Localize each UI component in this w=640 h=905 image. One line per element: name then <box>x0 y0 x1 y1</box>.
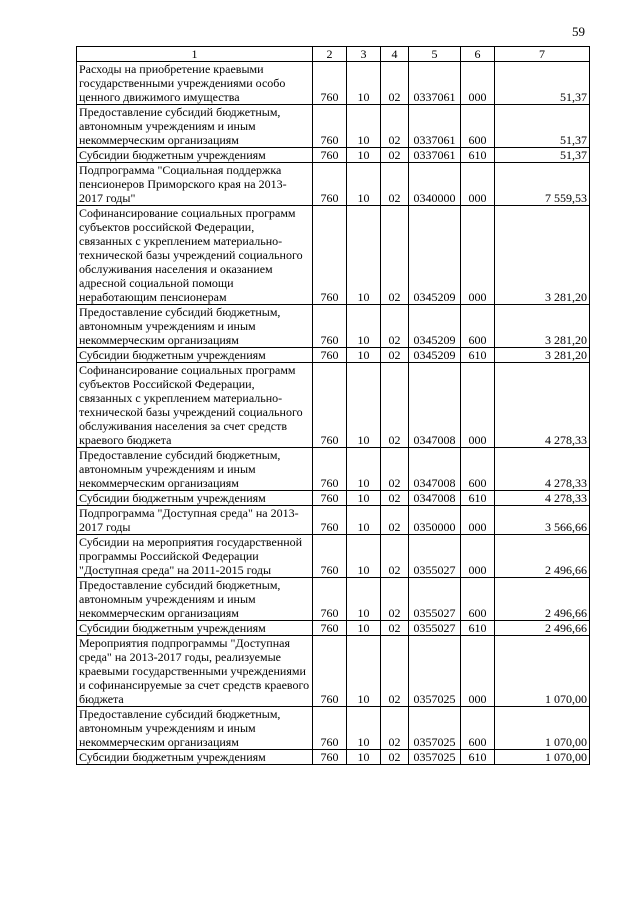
table-row <box>77 750 590 765</box>
column-header: 1 <box>77 47 313 62</box>
code-type-cell: 000 <box>461 62 495 105</box>
code-type-cell: 000 <box>461 206 495 305</box>
code-target-cell: 0337061 <box>409 148 461 163</box>
amount-cell: 3 281,20 <box>495 305 590 348</box>
code-ministry-cell: 760 <box>313 348 347 363</box>
table-row <box>77 148 590 163</box>
row-name-cell: Предоставление субсидий бюджетным, автономным учреждениям и иным некоммерческим организациям <box>77 448 313 491</box>
code-type-cell: 000 <box>461 163 495 206</box>
table-row <box>77 206 590 305</box>
code-subsection-cell: 02 <box>381 363 409 448</box>
column-header: 2 <box>313 47 347 62</box>
table-row <box>77 707 590 750</box>
code-type-cell: 610 <box>461 750 495 765</box>
code-type-cell: 610 <box>461 621 495 636</box>
code-subsection-cell: 02 <box>381 707 409 750</box>
code-type-cell: 000 <box>461 506 495 535</box>
code-ministry-cell: 760 <box>313 491 347 506</box>
code-subsection-cell: 02 <box>381 105 409 148</box>
code-section-cell: 10 <box>347 148 381 163</box>
code-ministry-cell: 760 <box>313 535 347 578</box>
row-name-cell: Субсидии на мероприятия государственной программы Российской Федерации "Доступная среда" на 2011-2015 годы <box>77 535 313 578</box>
code-section-cell: 10 <box>347 105 381 148</box>
row-name-cell: Субсидии бюджетным учреждениям <box>77 750 313 765</box>
code-type-cell: 600 <box>461 305 495 348</box>
amount-cell: 3 281,20 <box>495 206 590 305</box>
amount-cell: 1 070,00 <box>495 636 590 707</box>
code-ministry-cell: 760 <box>313 105 347 148</box>
code-ministry-cell: 760 <box>313 448 347 491</box>
row-name-cell: Предоставление субсидий бюджетным, автономным учреждениям и иным некоммерческим организациям <box>77 305 313 348</box>
code-section-cell: 10 <box>347 363 381 448</box>
column-header: 7 <box>495 47 590 62</box>
code-ministry-cell: 760 <box>313 206 347 305</box>
header-row <box>77 47 590 62</box>
code-ministry-cell: 760 <box>313 148 347 163</box>
row-name-cell: Расходы на приобретение краевыми государственными учреждениями особо ценного движимого имущества <box>77 62 313 105</box>
code-target-cell: 0355027 <box>409 578 461 621</box>
code-subsection-cell: 02 <box>381 305 409 348</box>
row-name-cell: Софинансирование социальных программ субъектов Российской Федерации, связанных с укреплением материально-технической базы учреждений социального обслуживания населения за счет средств краевого бюджета <box>77 363 313 448</box>
code-subsection-cell: 02 <box>381 636 409 707</box>
code-section-cell: 10 <box>347 348 381 363</box>
table-row <box>77 621 590 636</box>
amount-cell: 4 278,33 <box>495 363 590 448</box>
column-header: 3 <box>347 47 381 62</box>
code-ministry-cell: 760 <box>313 163 347 206</box>
code-type-cell: 600 <box>461 707 495 750</box>
code-ministry-cell: 760 <box>313 636 347 707</box>
row-name-cell: Предоставление субсидий бюджетным, автономным учреждениям и иным некоммерческим организациям <box>77 578 313 621</box>
column-header: 4 <box>381 47 409 62</box>
code-ministry-cell: 760 <box>313 578 347 621</box>
code-target-cell: 0355027 <box>409 621 461 636</box>
code-section-cell: 10 <box>347 62 381 105</box>
table-row <box>77 163 590 206</box>
amount-cell: 4 278,33 <box>495 491 590 506</box>
code-section-cell: 10 <box>347 448 381 491</box>
code-ministry-cell: 760 <box>313 621 347 636</box>
amount-cell: 3 281,20 <box>495 348 590 363</box>
code-target-cell: 0350000 <box>409 506 461 535</box>
amount-cell: 51,37 <box>495 62 590 105</box>
table-row <box>77 305 590 348</box>
code-subsection-cell: 02 <box>381 448 409 491</box>
amount-cell: 51,37 <box>495 148 590 163</box>
row-name-cell: Предоставление субсидий бюджетным, автономным учреждениям и иным некоммерческим организациям <box>77 105 313 148</box>
code-type-cell: 610 <box>461 348 495 363</box>
code-subsection-cell: 02 <box>381 535 409 578</box>
table-row <box>77 348 590 363</box>
code-target-cell: 0347008 <box>409 363 461 448</box>
code-section-cell: 10 <box>347 163 381 206</box>
table-row <box>77 491 590 506</box>
code-subsection-cell: 02 <box>381 348 409 363</box>
code-section-cell: 10 <box>347 621 381 636</box>
table-row <box>77 506 590 535</box>
code-target-cell: 0340000 <box>409 163 461 206</box>
code-target-cell: 0345209 <box>409 348 461 363</box>
code-section-cell: 10 <box>347 578 381 621</box>
row-name-cell: Субсидии бюджетным учреждениям <box>77 491 313 506</box>
budget-table <box>76 46 590 765</box>
code-section-cell: 10 <box>347 491 381 506</box>
row-name-cell: Подпрограмма "Социальная поддержка пенсионеров Приморского края на 2013-2017 годы" <box>77 163 313 206</box>
table-row <box>77 636 590 707</box>
table-row <box>77 363 590 448</box>
amount-cell: 2 496,66 <box>495 578 590 621</box>
amount-cell: 51,37 <box>495 105 590 148</box>
code-target-cell: 0345209 <box>409 206 461 305</box>
amount-cell: 7 559,53 <box>495 163 590 206</box>
code-target-cell: 0355027 <box>409 535 461 578</box>
code-type-cell: 000 <box>461 363 495 448</box>
code-subsection-cell: 02 <box>381 621 409 636</box>
column-header: 6 <box>461 47 495 62</box>
code-subsection-cell: 02 <box>381 206 409 305</box>
row-name-cell: Подпрограмма "Доступная среда" на 2013-2017 годы <box>77 506 313 535</box>
code-type-cell: 000 <box>461 636 495 707</box>
row-name-cell: Субсидии бюджетным учреждениям <box>77 621 313 636</box>
code-type-cell: 610 <box>461 148 495 163</box>
code-subsection-cell: 02 <box>381 163 409 206</box>
code-target-cell: 0347008 <box>409 491 461 506</box>
amount-cell: 4 278,33 <box>495 448 590 491</box>
code-target-cell: 0357025 <box>409 750 461 765</box>
amount-cell: 3 566,66 <box>495 506 590 535</box>
code-subsection-cell: 02 <box>381 578 409 621</box>
code-target-cell: 0357025 <box>409 707 461 750</box>
amount-cell: 1 070,00 <box>495 707 590 750</box>
table-row <box>77 105 590 148</box>
code-ministry-cell: 760 <box>313 506 347 535</box>
code-ministry-cell: 760 <box>313 62 347 105</box>
code-section-cell: 10 <box>347 750 381 765</box>
amount-cell: 2 496,66 <box>495 535 590 578</box>
code-section-cell: 10 <box>347 707 381 750</box>
page-number: 59 <box>572 24 585 39</box>
code-type-cell: 600 <box>461 105 495 148</box>
code-type-cell: 600 <box>461 578 495 621</box>
code-type-cell: 610 <box>461 491 495 506</box>
code-ministry-cell: 760 <box>313 750 347 765</box>
code-type-cell: 000 <box>461 535 495 578</box>
column-header: 5 <box>409 47 461 62</box>
amount-cell: 1 070,00 <box>495 750 590 765</box>
code-target-cell: 0345209 <box>409 305 461 348</box>
code-target-cell: 0337061 <box>409 62 461 105</box>
code-target-cell: 0337061 <box>409 105 461 148</box>
table-row <box>77 62 590 105</box>
code-section-cell: 10 <box>347 636 381 707</box>
code-subsection-cell: 02 <box>381 491 409 506</box>
table-row <box>77 535 590 578</box>
row-name-cell: Субсидии бюджетным учреждениям <box>77 148 313 163</box>
code-target-cell: 0357025 <box>409 636 461 707</box>
code-subsection-cell: 02 <box>381 62 409 105</box>
code-section-cell: 10 <box>347 535 381 578</box>
row-name-cell: Софинансирование социальных программ субъектов российской Федерации, связанных с укреплением материально-технической базы учреждений социального обслуживания населения и оказанием адресной социальной помощи неработающим пенсионерам <box>77 206 313 305</box>
table-row <box>77 448 590 491</box>
row-name-cell: Субсидии бюджетным учреждениям <box>77 348 313 363</box>
row-name-cell: Мероприятия подпрограммы "Доступная среда" на 2013-2017 годы, реализуемые краевыми государственными учреждениями и софинансируемые за счет средств краевого бюджета <box>77 636 313 707</box>
table-row <box>77 578 590 621</box>
code-ministry-cell: 760 <box>313 363 347 448</box>
code-section-cell: 10 <box>347 206 381 305</box>
code-type-cell: 600 <box>461 448 495 491</box>
code-subsection-cell: 02 <box>381 750 409 765</box>
code-subsection-cell: 02 <box>381 148 409 163</box>
code-section-cell: 10 <box>347 305 381 348</box>
row-name-cell: Предоставление субсидий бюджетным, автономным учреждениям и иным некоммерческим организациям <box>77 707 313 750</box>
amount-cell: 2 496,66 <box>495 621 590 636</box>
code-ministry-cell: 760 <box>313 707 347 750</box>
code-subsection-cell: 02 <box>381 506 409 535</box>
code-section-cell: 10 <box>347 506 381 535</box>
code-ministry-cell: 760 <box>313 305 347 348</box>
code-target-cell: 0347008 <box>409 448 461 491</box>
